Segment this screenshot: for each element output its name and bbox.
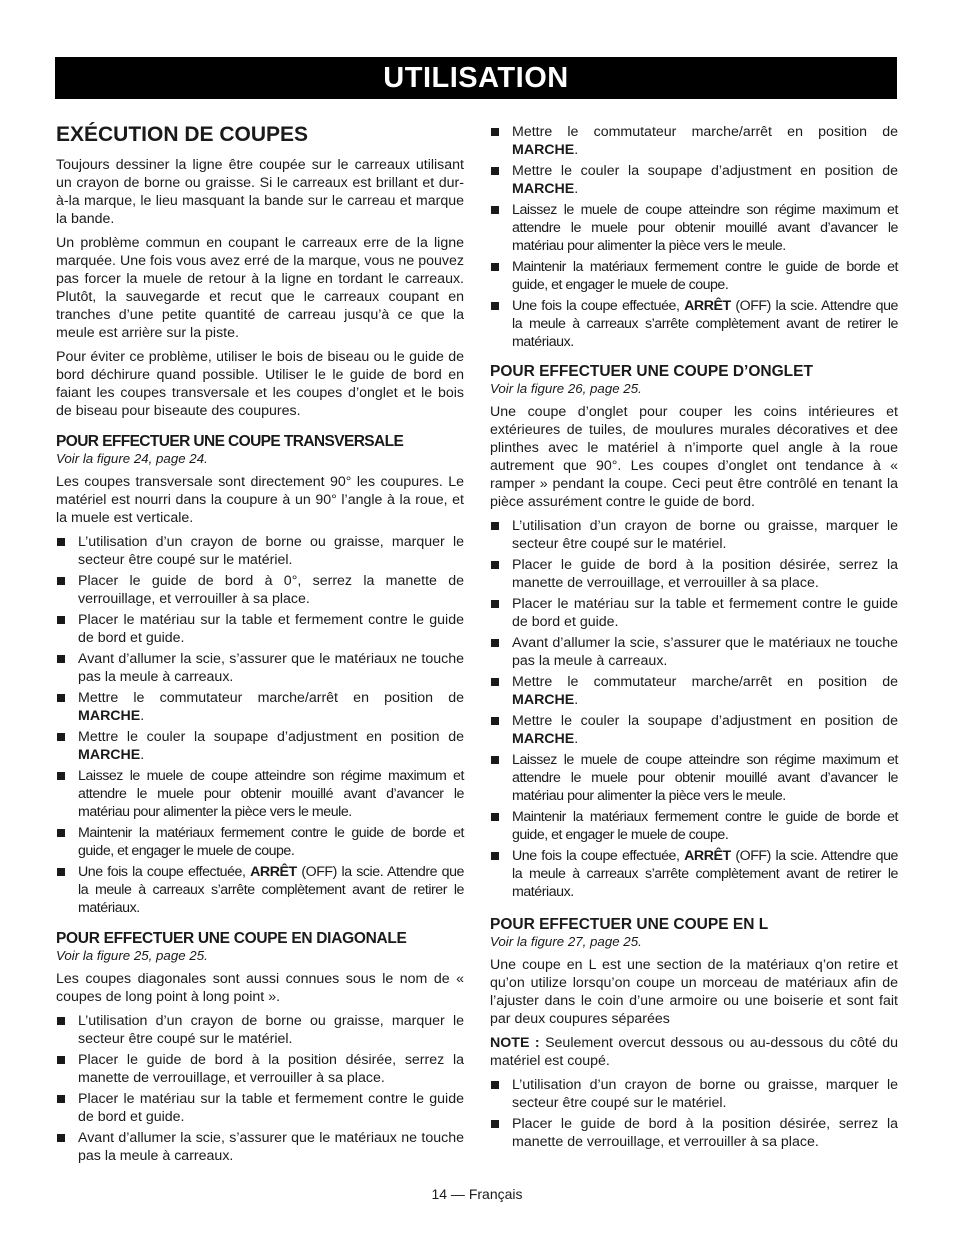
square-bullet-icon — [491, 128, 499, 136]
square-bullet-icon — [57, 655, 65, 663]
page-banner: UTILISATION — [55, 57, 897, 99]
diagonale-heading: POUR EFFECTUER UNE COUPE EN DIAGONALE — [56, 930, 407, 947]
list-item: L’utilisation d’un crayon de borne ou graisse, marquer le secteur être coupé sur le matériel. — [490, 517, 898, 553]
transversale-steps — [56, 533, 464, 917]
list-item: Maintenir la matériaux fermement contre le guide de borde et guide, et engager le muele de coupe. — [490, 808, 898, 844]
square-bullet-icon — [491, 302, 499, 310]
square-bullet-icon — [57, 577, 65, 585]
diagonale-steps-continued — [490, 123, 898, 351]
square-bullet-icon — [57, 694, 65, 702]
onglet-figref: Voir la figure 26, page 25. — [490, 381, 642, 396]
list-item: Avant d’allumer la scie, s’assurer que le matériaux ne touche pas la meule à carreaux. — [490, 634, 898, 670]
onglet-heading: POUR EFFECTUER UNE COUPE D’ONGLET — [490, 363, 813, 380]
square-bullet-icon — [57, 1017, 65, 1025]
list-item: Mettre le couler la soupape d’adjustment en position de MARCHE. — [490, 162, 898, 198]
onglet-steps — [490, 517, 898, 901]
list-item: L’utilisation d’un crayon de borne ou graisse, marquer le secteur être coupé sur le matériel. — [490, 1076, 898, 1112]
square-bullet-icon — [491, 561, 499, 569]
square-bullet-icon — [491, 522, 499, 530]
list-item: Laissez le muele de coupe atteindre son régime maximum et attendre le muele pour obtenir mouillé avant d’avancer le matériau pour alimenter la pièce vers le meule. — [490, 751, 898, 805]
right-column — [490, 123, 898, 1154]
left-column — [56, 121, 464, 1168]
coupe-l-body: Une coupe en L est une section de la matériaux q’on retire et qu’on utilize lorsqu’on coupe un morceau de matériaux afin de l’ajuster dans le coin d’une armoire ou une boiserie et sont fait par deux coupures séparées — [490, 957, 898, 1027]
coupe-l-steps — [490, 1076, 898, 1151]
onglet-body: Une coupe d’onglet pour couper les coins intérieures et extérieures de tuiles, de moulures murales décoratives et dee plinthes avec le matériel à n’importe quel angle à la roue autrement que 90°. Les coupes d’onglet ont tendance à « ramper » pendant la coupe. Ceci peut être contrôlé en tenant la pièce assurément contre le guide de bord. — [490, 404, 898, 510]
square-bullet-icon — [491, 852, 499, 860]
list-item: Placer le guide de bord à 0°, serrez la manette de verrouillage, et verrouiller à sa place. — [56, 572, 464, 608]
square-bullet-icon — [491, 813, 499, 821]
coupe-l-figref: Voir la figure 27, page 25. — [490, 934, 642, 949]
square-bullet-icon — [57, 616, 65, 624]
square-bullet-icon — [57, 1095, 65, 1103]
intro-paragraph-2: Un problème commun en coupant le carreaux erre de la ligne marquée. Une fois vous avez erré de la marque, vous ne pouvez pas forcer la muele de retour à la ligne en tordant le carreaux. Plutôt, la sauvegarde et recut que le carreaux coupant en tranches d’une petite quantité de carreau jusqu’à ce que la meule est arrière sur la piste. — [56, 235, 464, 341]
square-bullet-icon — [491, 639, 499, 647]
list-item: Placer le guide de bord à la position désirée, serrez la manette de verrouillage, et verrouiller à sa place. — [56, 1051, 464, 1087]
square-bullet-icon — [57, 868, 65, 876]
list-item: Maintenir la matériaux fermement contre le guide de borde et guide, et engager le muele de coupe. — [490, 258, 898, 294]
square-bullet-icon — [57, 1134, 65, 1142]
square-bullet-icon — [491, 206, 499, 214]
list-item: Laissez le muele de coupe atteindre son régime maximum et attendre le muele pour obtenir mouillé avant d’avancer le matériau pour alimenter la pièce vers le meule. — [56, 767, 464, 821]
square-bullet-icon — [491, 600, 499, 608]
list-item: L’utilisation d’un crayon de borne ou graisse, marquer le secteur être coupé sur le matériel. — [56, 533, 464, 569]
page-footer: 14 — Français — [431, 1186, 523, 1202]
list-item: Mettre le couler la soupape d’adjustment en position de MARCHE. — [56, 728, 464, 764]
square-bullet-icon — [57, 1056, 65, 1064]
coupe-l-heading: POUR EFFECTUER UNE COUPE EN L — [490, 916, 769, 933]
square-bullet-icon — [491, 756, 499, 764]
list-item: Mettre le commutateur marche/arrêt en position de MARCHE. — [56, 689, 464, 725]
square-bullet-icon — [491, 263, 499, 271]
list-item: Placer le matériau sur la table et fermement contre le guide de bord et guide. — [490, 595, 898, 631]
square-bullet-icon — [491, 717, 499, 725]
square-bullet-icon — [57, 538, 65, 546]
square-bullet-icon — [491, 167, 499, 175]
square-bullet-icon — [57, 733, 65, 741]
list-item: Mettre le commutateur marche/arrêt en position de MARCHE. — [490, 123, 898, 159]
transversale-body: Les coupes transversale sont directement 90° les coupures. Le matériel est nourri dans la coupure à un 90° l’angle à la roue, et la muele est verticale. — [56, 474, 464, 526]
list-item: Mettre le couler la soupape d’adjustment en position de MARCHE. — [490, 712, 898, 748]
list-item: Placer le matériau sur la table et fermement contre le guide de bord et guide. — [56, 611, 464, 647]
list-item: Avant d’allumer la scie, s’assurer que le matériaux ne touche pas la meule à carreaux. — [56, 1129, 464, 1165]
list-item: Placer le matériau sur la table et fermement contre le guide de bord et guide. — [56, 1090, 464, 1126]
list-item: Avant d’allumer la scie, s’assurer que le matériaux ne touche pas la meule à carreaux. — [56, 650, 464, 686]
square-bullet-icon — [491, 678, 499, 686]
list-item: Mettre le commutateur marche/arrêt en position de MARCHE. — [490, 673, 898, 709]
list-item: Maintenir la matériaux fermement contre le guide de borde et guide, et engager le muele de coupe. — [56, 824, 464, 860]
square-bullet-icon — [57, 772, 65, 780]
list-item: Une fois la coupe effectuée, ARRÊT (OFF) la scie. Attendre que la meule à carreaux s’arrête complètement avant de retirer le matériaux. — [490, 847, 898, 901]
list-item: Laissez le muele de coupe atteindre son régime maximum et attendre le muele pour obtenir mouillé avant d’avancer le matériau pour alimenter la pièce vers le meule. — [490, 201, 898, 255]
square-bullet-icon — [491, 1120, 499, 1128]
list-item: Placer le guide de bord à la position désirée, serrez la manette de verrouillage, et verrouiller à sa place. — [490, 556, 898, 592]
list-item: Une fois la coupe effectuée, ARRÊT (OFF) la scie. Attendre que la meule à carreaux s’arrête complètement avant de retirer le matériaux. — [490, 297, 898, 351]
section-title: EXÉCUTION DE COUPES — [56, 123, 309, 146]
square-bullet-icon — [491, 1081, 499, 1089]
square-bullet-icon — [57, 829, 65, 837]
transversale-heading: POUR EFFECTUER UNE COUPE TRANSVERSALE — [56, 433, 404, 450]
list-item: Placer le guide de bord à la position désirée, serrez la manette de verrouillage, et verrouiller à sa place. — [490, 1115, 898, 1151]
diagonale-steps — [56, 1012, 464, 1165]
diagonale-body: Les coupes diagonales sont aussi connues sous le nom de « coupes de long point à long point ». — [56, 971, 464, 1005]
diagonale-figref: Voir la figure 25, page 25. — [56, 948, 208, 963]
transversale-figref: Voir la figure 24, page 24. — [56, 451, 208, 466]
coupe-l-note: NOTE : Seulement overcut dessous ou au-dessous du côté du matériel est coupé. — [490, 1035, 898, 1069]
intro-paragraph-3: Pour éviter ce problème, utiliser le bois de biseau ou le guide de bord déchirure quand possible. Utiliser le le guide de bord en faiant les coupes transversale et les coupes d’onglet et le bois de biseau pour biseaute des coupures. — [56, 349, 464, 419]
list-item: L’utilisation d’un crayon de borne ou graisse, marquer le secteur être coupé sur le matériel. — [56, 1012, 464, 1048]
intro-paragraph-1: Toujours dessiner la ligne être coupée sur le carreaux utilisant un crayon de borne ou graisse. Si le carreaux est brillant et dur-à-la marque, le lieu masquant la bande sur le carreau et marque la bande. — [56, 157, 464, 227]
list-item: Une fois la coupe effectuée, ARRÊT (OFF) la scie. Attendre que la meule à carreaux s’arrête complètement avant de retirer le matériaux. — [56, 863, 464, 917]
